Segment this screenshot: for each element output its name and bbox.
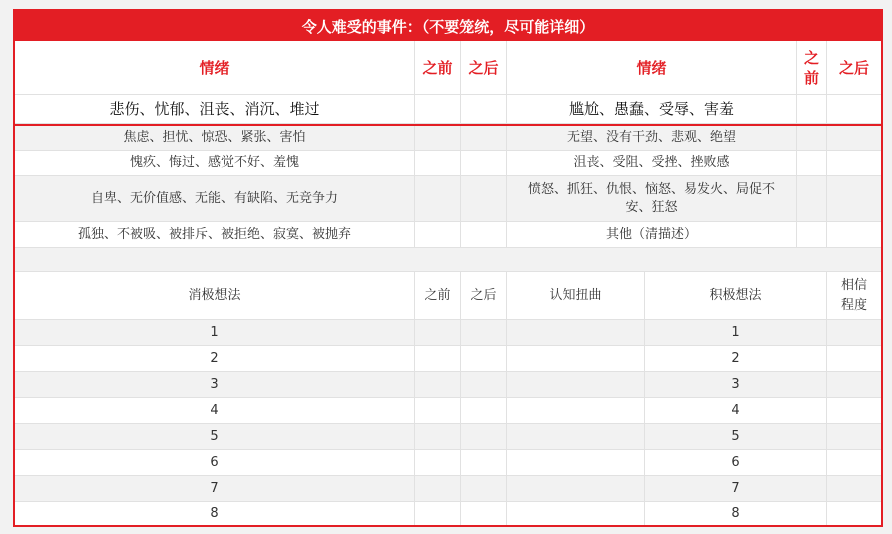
thought-row-7-before[interactable] [415, 476, 461, 502]
thought-row-7-positive: 7 [645, 476, 827, 502]
thought-row-3-before[interactable] [415, 372, 461, 398]
thought-row-5-distortion[interactable] [507, 424, 645, 450]
thought-row-3-distortion[interactable] [507, 372, 645, 398]
mood-log-sheet [13, 9, 883, 527]
thought-row-2-before[interactable] [415, 346, 461, 372]
emotion-right-3-before[interactable] [797, 151, 827, 176]
emotion-right-5-after[interactable] [827, 222, 881, 248]
thought-row-2-after[interactable] [461, 346, 507, 372]
thought-row-1-negative: 1 [15, 320, 415, 346]
emotion-left-5-after[interactable] [461, 222, 507, 248]
thought-row-4-belief[interactable] [827, 398, 881, 424]
thought-row-6-after[interactable] [461, 450, 507, 476]
emotion-left-2: 焦虑、担忧、惊恐、紧张、害怕 [15, 126, 415, 151]
thought-row-1-after[interactable] [461, 320, 507, 346]
thought-row-3-negative: 3 [15, 372, 415, 398]
distortion-header: 认知扭曲 [507, 272, 645, 320]
emotion-left-1: 悲伤、忧郁、沮丧、消沉、堆过 [15, 95, 415, 124]
thought-row-6-distortion[interactable] [507, 450, 645, 476]
thought-row-8-positive: 8 [645, 502, 827, 525]
emotion-left-1-before[interactable] [415, 95, 461, 124]
thought-row-8-after[interactable] [461, 502, 507, 525]
thought-row-6-belief[interactable] [827, 450, 881, 476]
emotion-left-3: 愧疚、悔过、感觉不好、羞愧 [15, 151, 415, 176]
emotion-right-4-after[interactable] [827, 176, 881, 222]
emotion-right-3: 沮丧、受阻、受挫、挫败感 [507, 151, 797, 176]
thought-row-4-positive: 4 [645, 398, 827, 424]
thought-row-8-belief[interactable] [827, 502, 881, 525]
thought-row-3-positive: 3 [645, 372, 827, 398]
emotion-right-1: 尴尬、愚蠢、受辱、害羞 [507, 95, 797, 124]
thoughts-after-header: 之后 [461, 272, 507, 320]
thought-row-4-distortion[interactable] [507, 398, 645, 424]
thought-row-5-belief[interactable] [827, 424, 881, 450]
thought-row-7-distortion[interactable] [507, 476, 645, 502]
thought-row-4-negative: 4 [15, 398, 415, 424]
negative-thoughts-header: 消极想法 [15, 272, 415, 320]
thought-row-1-distortion[interactable] [507, 320, 645, 346]
before-header-right: 之前 [797, 41, 827, 95]
emotion-right-2-before[interactable] [797, 126, 827, 151]
thought-row-2-positive: 2 [645, 346, 827, 372]
thought-row-1-positive: 1 [645, 320, 827, 346]
emotion-left-4: 自卑、无价值感、无能、有缺陷、无竞争力 [15, 176, 415, 222]
emotion-left-5-before[interactable] [415, 222, 461, 248]
thought-row-3-after[interactable] [461, 372, 507, 398]
thought-row-1-before[interactable] [415, 320, 461, 346]
thought-row-5-positive: 5 [645, 424, 827, 450]
emotion-right-4: 愤怒、抓狂、仇恨、恼怒、易发火、局促不安、狂怒 [507, 176, 797, 222]
emotion-right-1-after[interactable] [827, 95, 881, 124]
thought-row-4-after[interactable] [461, 398, 507, 424]
thought-row-7-negative: 7 [15, 476, 415, 502]
emotion-left-3-after[interactable] [461, 151, 507, 176]
thoughts-before-header: 之前 [415, 272, 461, 320]
thought-row-2-distortion[interactable] [507, 346, 645, 372]
emotion-right-2: 无望、没有干劲、悲观、绝望 [507, 126, 797, 151]
emotion-right-4-before[interactable] [797, 176, 827, 222]
thought-row-2-negative: 2 [15, 346, 415, 372]
thought-row-5-negative: 5 [15, 424, 415, 450]
thought-row-6-positive: 6 [645, 450, 827, 476]
thought-row-8-distortion[interactable] [507, 502, 645, 525]
emotion-left-4-after[interactable] [461, 176, 507, 222]
belief-header: 相信程度 [827, 272, 881, 320]
emotion-left-5: 孤独、不被吸、被排斥、被拒绝、寂寞、被抛弃 [15, 222, 415, 248]
before-header-left: 之前 [415, 41, 461, 95]
emotion-left-4-before[interactable] [415, 176, 461, 222]
thought-row-2-belief[interactable] [827, 346, 881, 372]
emotion-header-right: 情绪 [507, 41, 797, 95]
thought-row-7-after[interactable] [461, 476, 507, 502]
emotion-left-2-after[interactable] [461, 126, 507, 151]
thought-row-8-before[interactable] [415, 502, 461, 525]
emotion-right-1-before[interactable] [797, 95, 827, 124]
emotion-left-2-before[interactable] [415, 126, 461, 151]
section-spacer [15, 248, 881, 272]
thought-row-7-belief[interactable] [827, 476, 881, 502]
thought-row-1-belief[interactable] [827, 320, 881, 346]
thought-row-3-belief[interactable] [827, 372, 881, 398]
emotion-left-3-before[interactable] [415, 151, 461, 176]
thought-row-4-before[interactable] [415, 398, 461, 424]
after-header-right: 之后 [827, 41, 881, 95]
after-header-left: 之后 [461, 41, 507, 95]
emotion-right-5: 其他（清描述） [507, 222, 797, 248]
emotion-right-3-after[interactable] [827, 151, 881, 176]
thought-row-5-before[interactable] [415, 424, 461, 450]
emotion-right-2-after[interactable] [827, 126, 881, 151]
thought-row-8-negative: 8 [15, 502, 415, 525]
emotion-right-5-before[interactable] [797, 222, 827, 248]
emotion-header-left: 情绪 [15, 41, 415, 95]
emotion-left-1-after[interactable] [461, 95, 507, 124]
thought-row-5-after[interactable] [461, 424, 507, 450]
event-title: 令人难受的事件：（不要笼统，尽可能详细） [15, 11, 881, 41]
thought-row-6-negative: 6 [15, 450, 415, 476]
positive-thoughts-header: 积极想法 [645, 272, 827, 320]
thought-row-6-before[interactable] [415, 450, 461, 476]
